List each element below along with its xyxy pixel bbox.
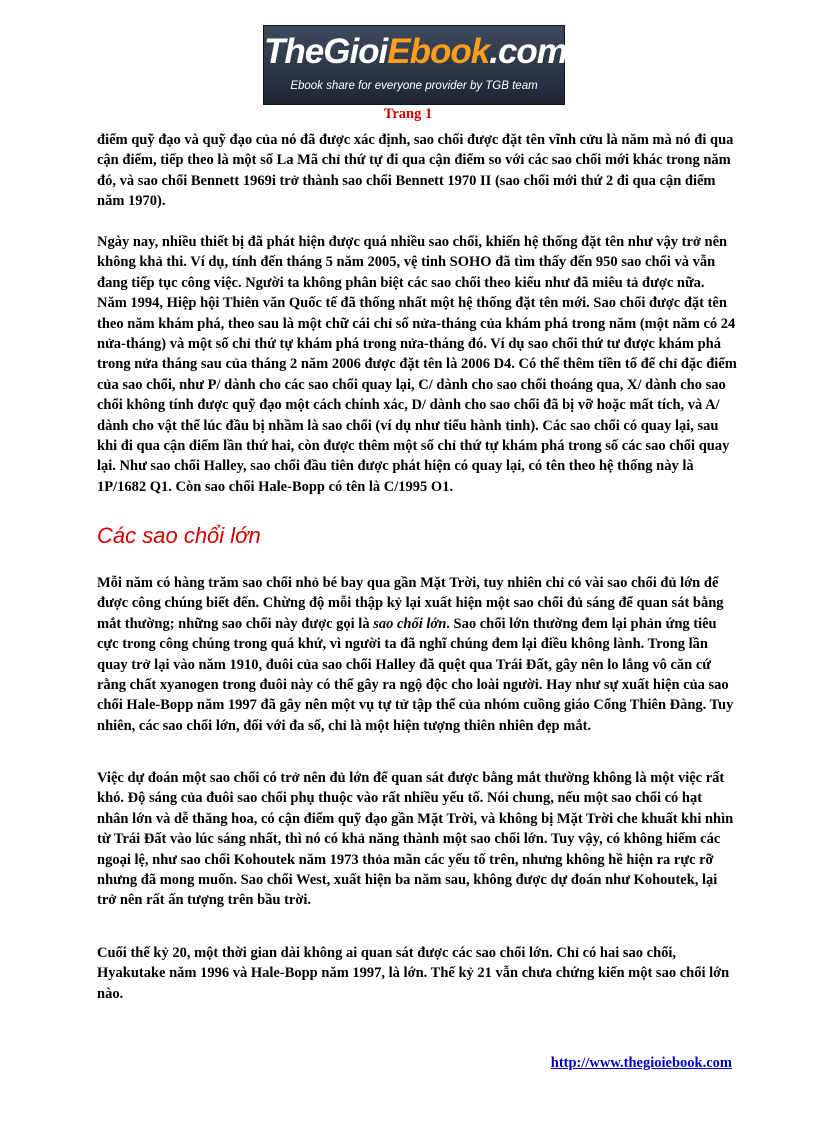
banner-tagline: Ebook share for everyone provider by TGB team — [290, 80, 538, 92]
paragraph-4: Việc dự đoán một sao chổi có trở nên đủ lớn để quan sát được bằng mắt thường không là một việc rất khó. Độ sáng của đuôi sao chổi phụ thuộc vào rất nhiều yếu tố. Nói chung, nếu một sao chổi có hạt nhân lớn và dễ thăng hoa, có cận điểm quỹ đạo gần Mặt Trời, và không bị Mặt Trời che khuất khi nhìn từ Trái Đất vào lúc sáng nhất, thì nó có khả năng thành một sao chổi lớn. Tuy vậy, có không hiếm các ngoại lệ, như sao chổi Kohoutek năm 1973 thỏa mãn các yếu tố trên, nhưng không hề hiện ra rực rỡ nhưng đã mong muốn. Sao chổi West, xuất hiện ba năm sau, không được dự đoán như Kohoutek, lại trở nên rất ấn tượng trên bầu trời. — [97, 770, 734, 909]
paragraph-2: Ngày nay, nhiều thiết bị đã phát hiện được quá nhiều sao chổi, khiến hệ thống đặt tên như vậy trở nên không khả thi. Ví dụ, tính đến tháng 5 năm 2005, vệ tinh SOHO đã tìm thấy đến 950 sao chổi và vẫn đang tiếp tục công việc. Người ta không phân biệt các sao chổi theo kiểu như đã miêu tả được nữa. Năm 1994, Hiệp hội Thiên văn Quốc tế đã thống nhất một hệ thống đặt tên mới. Sao chổi được đặt tên theo năm khám phá, theo sau là một chữ cái chỉ số nửa-tháng của khám phá trong năm (một năm có 24 nửa-tháng) và một số chỉ thứ tự khám phá trong nửa-tháng đó. Ví dụ sao chổi thứ tư được khám phá trong nửa tháng sau của tháng 2 năm 2006 được đặt tên là 2006 D4. Có thể thêm tiền tố để chỉ đặc điểm của sao chổi, như P/ dành cho các sao chổi quay lại, C/ dành cho sao chổi thoáng qua, X/ dành cho sao chổi không tính được quỹ đạo một cách chính xác, D/ dành cho sao chổi đã bị vỡ hoặc mất tích, và A/ dành cho vật thể lúc đầu bị nhầm là sao chổi (ví dụ như tiểu hành tinh). Các sao chổi có quay lại, sau khi đi qua cận điểm lần thứ hai, còn được thêm một số chỉ thứ tự khám phá trong số các sao chổi quay lại. Như sao chổi Halley, sao chổi đầu tiên được phát hiện có quay lại, có tên theo hệ thống này là 1P/1682 Q1. Còn sao chổi Hale-Bopp có tên là C/1995 O1. — [97, 234, 737, 495]
footer-website-link[interactable]: http://www.thegioiebook.com — [550, 1055, 732, 1071]
logo-text-part3: .com — [489, 32, 567, 71]
paragraph-2-block — [97, 232, 737, 497]
paragraph-3 — [97, 573, 737, 736]
paragraph-3-block — [97, 573, 737, 736]
paragraph-3-part1: Mỗi năm có hàng trăm sao chổi nhỏ bé bay qua gần Mặt Trời, tuy nhiên chỉ có vài sao chổi đủ lớn để được công chúng biết đến. Chừng độ mỗi thập kỷ lại xuất hiện một sao chổi đủ sáng để quan sát bằng mắt thường; những sao chổi này được gọi là — [97, 575, 724, 632]
logo-text-part2: Ebook — [387, 32, 490, 71]
logo-text-part1: TheGioi — [264, 32, 388, 71]
site-logo — [264, 30, 567, 74]
paragraph-3-italic-term: sao chổi lớn — [373, 615, 447, 632]
paragraph-1: điểm quỹ đạo và quỹ đạo của nó đã được xác định, sao chổi được đặt tên vĩnh cửu là năm mà nó đi qua cận điểm, tiếp theo là một số La Mã chỉ thứ tự đi qua cận điểm so với các sao chổi mới khác trong năm đó, và sao chổi Bennett 1969i trở thành sao chổi Bennett 1970 II (sao chổi mới thứ 2 đi qua cận điểm năm 1970). — [97, 132, 734, 210]
paragraph-5-block — [97, 943, 737, 1004]
paragraph-3-part2: . Sao chổi lớn thường đem lại phản ứng tiêu cực trong công chúng trong quá khứ, vì người ta đã nghĩ chúng đem lại điều không lành. Trong lần quay trở lại vào năm 1910, đuôi của sao chổi Halley đã quệt qua Trái Đất, gây nên lo lắng vô căn cứ rằng chất xyanogen trong đuôi này có thể gây ra ngộ độc cho loài người. Hay như sự xuất hiện của sao chổi Hale-Bopp năm 1997 đã gây nên một vụ tự tử tập thể của nhóm cuồng giáo Cổng Thiên Đàng. Tuy nhiên, các sao chổi lớn, đối với đa số, chỉ là một hiện tượng thiên nhiên đẹp mắt. — [97, 615, 734, 734]
paragraph-4-block — [97, 768, 737, 911]
site-banner — [263, 25, 565, 105]
section-heading: Các sao chổi lớn — [97, 523, 261, 548]
paragraph-1-block — [97, 130, 737, 212]
page-number-label: Trang 1 — [383, 106, 433, 122]
paragraph-5: Cuối thế kỷ 20, một thời gian dài không ai quan sát được các sao chổi lớn. Chỉ có hai sao chổi, Hyakutake năm 1996 và Hale-Bopp năm 1997, là lớn. Thế kỷ 21 vẫn chưa chứng kiến một sao chổi lớn nào. — [97, 945, 730, 1002]
